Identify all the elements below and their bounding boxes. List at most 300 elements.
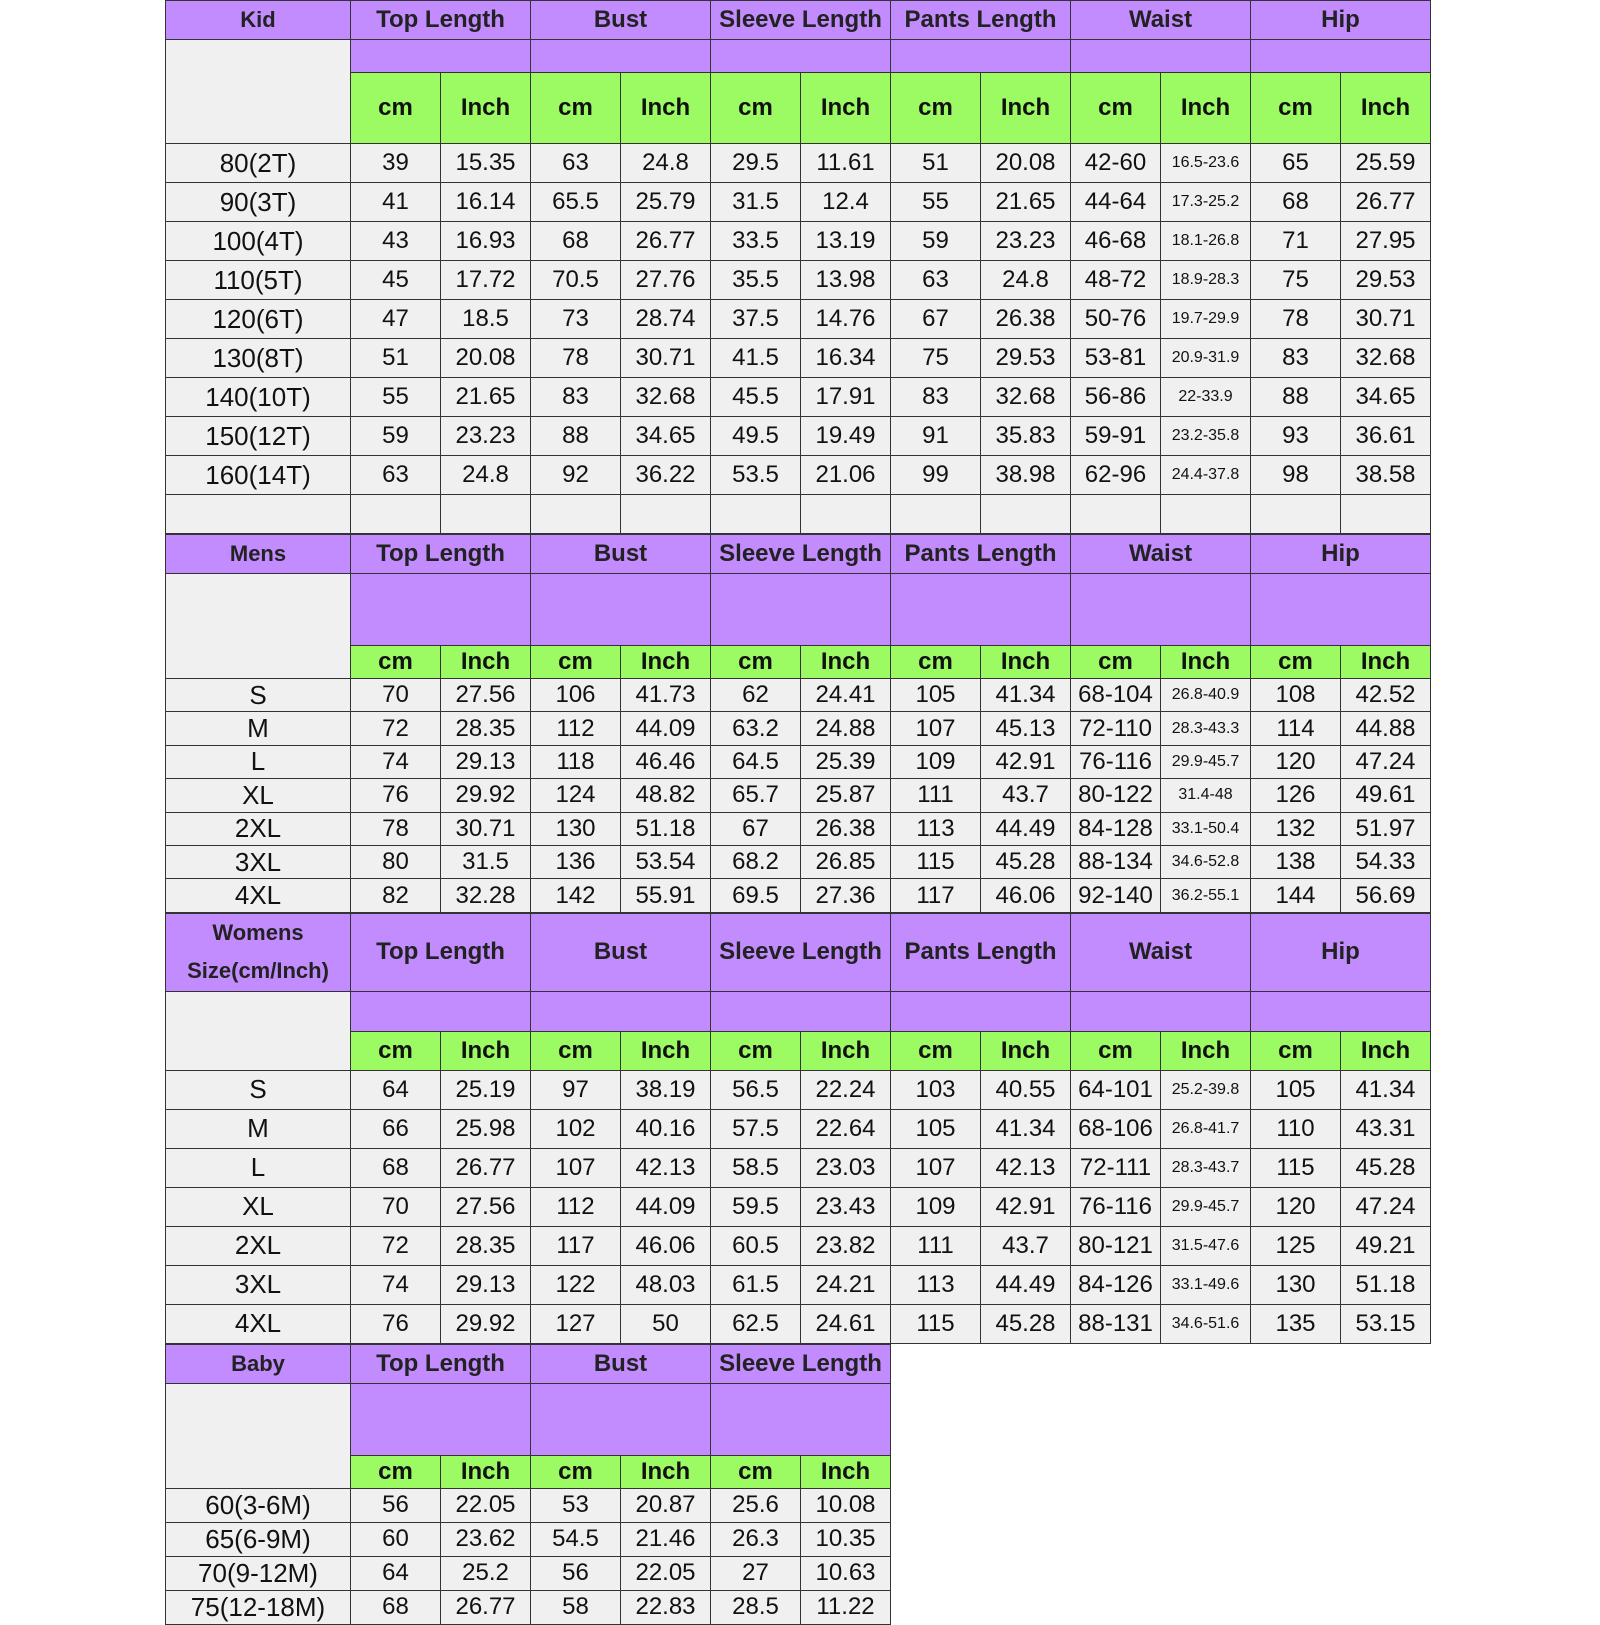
unit-label: Inch [801, 1031, 891, 1070]
size-value: 24.21 [801, 1265, 891, 1304]
size-value: 24.8 [441, 456, 531, 495]
size-value: 10.63 [801, 1556, 891, 1590]
size-value: 20.9-31.9 [1161, 339, 1251, 378]
column-group-header: Top Length [351, 1, 531, 40]
size-value: 88-131 [1071, 1304, 1161, 1343]
size-value: 10.35 [801, 1522, 891, 1556]
header-spacer-cell [531, 1383, 711, 1455]
unit-row [166, 1031, 1431, 1070]
column-group-header: Sleeve Length [711, 913, 891, 991]
unit-label: Inch [981, 646, 1071, 679]
size-value: 135 [1251, 1304, 1341, 1343]
size-value: 18.1-26.8 [1161, 222, 1251, 261]
unit-label: cm [351, 1031, 441, 1070]
size-value: 43.7 [981, 1226, 1071, 1265]
size-value: 107 [531, 1148, 621, 1187]
size-value: 26.8-40.9 [1161, 679, 1251, 712]
size-value: 51.18 [621, 812, 711, 845]
header-row [166, 1, 1431, 40]
size-value: 107 [891, 1148, 981, 1187]
column-group-header: Top Length [351, 1344, 531, 1383]
size-value: 80-122 [1071, 779, 1161, 812]
size-value: 28.5 [711, 1590, 801, 1624]
size-value: 42-60 [1071, 144, 1161, 183]
unit-label: Inch [1161, 1031, 1251, 1070]
size-value: 43.31 [1341, 1109, 1431, 1148]
unit-label: Inch [981, 1031, 1071, 1070]
column-group-header: Pants Length [891, 535, 1071, 574]
size-value: 37.5 [711, 300, 801, 339]
size-value: 130 [1251, 1265, 1341, 1304]
size-value: 18.9-28.3 [1161, 261, 1251, 300]
unit-label: cm [711, 1031, 801, 1070]
size-value: 16.5-23.6 [1161, 144, 1251, 183]
size-value: 58.5 [711, 1148, 801, 1187]
size-value: 12.4 [801, 183, 891, 222]
size-value: 18.5 [441, 300, 531, 339]
size-value: 36.2-55.1 [1161, 879, 1251, 912]
size-value: 31.5-47.6 [1161, 1226, 1251, 1265]
size-value: 130 [531, 812, 621, 845]
size-label: 3XL [166, 1265, 351, 1304]
size-value: 15.35 [441, 144, 531, 183]
table-row [166, 1488, 891, 1522]
size-value: 25.59 [1341, 144, 1431, 183]
size-value: 60.5 [711, 1226, 801, 1265]
unit-label: Inch [801, 646, 891, 679]
size-value: 56 [531, 1556, 621, 1590]
size-value: 80-121 [1071, 1226, 1161, 1265]
size-value: 47.24 [1341, 745, 1431, 778]
column-group-header: Top Length [351, 535, 531, 574]
unit-label: Inch [1341, 646, 1431, 679]
size-value: 47.24 [1341, 1187, 1431, 1226]
size-value: 29.5 [711, 144, 801, 183]
column-group-header: Sleeve Length [711, 1344, 891, 1383]
size-value: 23.82 [801, 1226, 891, 1265]
table-row [166, 456, 1431, 495]
size-value: 10.08 [801, 1488, 891, 1522]
size-value: 20.87 [621, 1488, 711, 1522]
table-row [166, 679, 1431, 712]
size-label: 160(14T) [166, 456, 351, 495]
unit-label: Inch [621, 73, 711, 144]
size-value: 25.19 [441, 1070, 531, 1109]
size-value: 75 [891, 339, 981, 378]
size-value: 118 [531, 745, 621, 778]
size-value: 28.74 [621, 300, 711, 339]
size-value: 55.91 [621, 879, 711, 912]
size-value: 103 [891, 1070, 981, 1109]
size-value: 22.05 [621, 1556, 711, 1590]
unit-label: cm [351, 646, 441, 679]
size-value: 26.8-41.7 [1161, 1109, 1251, 1148]
size-value: 68 [1251, 183, 1341, 222]
size-value: 29.9-45.7 [1161, 1187, 1251, 1226]
size-value: 38.98 [981, 456, 1071, 495]
size-value: 62.5 [711, 1304, 801, 1343]
unit-label: Inch [1341, 73, 1431, 144]
size-value: 64-101 [1071, 1070, 1161, 1109]
size-value: 111 [891, 779, 981, 812]
size-value: 13.19 [801, 222, 891, 261]
size-value: 25.6 [711, 1488, 801, 1522]
size-value: 136 [531, 845, 621, 878]
empty-cell [441, 495, 531, 534]
size-value: 83 [1251, 339, 1341, 378]
size-value: 105 [891, 679, 981, 712]
size-label: M [166, 712, 351, 745]
size-label: L [166, 745, 351, 778]
size-value: 51 [351, 339, 441, 378]
unit-label: Inch [621, 646, 711, 679]
size-value: 26.77 [441, 1590, 531, 1624]
size-value: 78 [351, 812, 441, 845]
table-row [166, 417, 1431, 456]
size-value: 21.46 [621, 1522, 711, 1556]
size-value: 115 [1251, 1148, 1341, 1187]
header-spacer-cell [711, 991, 891, 1031]
unit-label: cm [531, 646, 621, 679]
label-spacer-cell [166, 1383, 351, 1488]
size-value: 63.2 [711, 712, 801, 745]
size-value: 48.82 [621, 779, 711, 812]
size-value: 30.71 [621, 339, 711, 378]
table-row [166, 300, 1431, 339]
size-value: 38.58 [1341, 456, 1431, 495]
size-value: 23.03 [801, 1148, 891, 1187]
size-value: 99 [891, 456, 981, 495]
size-value: 56 [351, 1488, 441, 1522]
size-value: 20.08 [981, 144, 1071, 183]
size-label: 80(2T) [166, 144, 351, 183]
size-value: 56.5 [711, 1070, 801, 1109]
size-value: 105 [1251, 1070, 1341, 1109]
empty-cell [531, 495, 621, 534]
spacer-row [166, 574, 1431, 646]
size-value: 31.5 [711, 183, 801, 222]
size-value: 20.08 [441, 339, 531, 378]
size-value: 117 [531, 1226, 621, 1265]
size-value: 138 [1251, 845, 1341, 878]
size-value: 62-96 [1071, 456, 1161, 495]
size-value: 76-116 [1071, 745, 1161, 778]
size-label: 150(12T) [166, 417, 351, 456]
size-value: 54.5 [531, 1522, 621, 1556]
empty-cell [1251, 495, 1341, 534]
size-value: 84-126 [1071, 1265, 1161, 1304]
header-row [166, 535, 1431, 574]
size-value: 111 [891, 1226, 981, 1265]
size-value: 22.83 [621, 1590, 711, 1624]
size-value: 78 [1251, 300, 1341, 339]
unit-label: Inch [441, 1455, 531, 1488]
size-label: 3XL [166, 845, 351, 878]
size-value: 46-68 [1071, 222, 1161, 261]
size-value: 73 [531, 300, 621, 339]
size-value: 44-64 [1071, 183, 1161, 222]
size-label: S [166, 679, 351, 712]
unit-label: cm [711, 73, 801, 144]
header-spacer-cell [531, 991, 711, 1031]
size-value: 51.97 [1341, 812, 1431, 845]
size-value: 45.13 [981, 712, 1071, 745]
size-chart [165, 0, 1431, 1625]
unit-label: cm [351, 73, 441, 144]
size-label: 2XL [166, 1226, 351, 1265]
header-spacer-cell [531, 40, 711, 73]
size-label: 130(8T) [166, 339, 351, 378]
size-value: 29.92 [441, 779, 531, 812]
column-group-header: Bust [531, 1, 711, 40]
size-value: 40.16 [621, 1109, 711, 1148]
size-value: 117 [891, 879, 981, 912]
size-value: 64.5 [711, 745, 801, 778]
label-spacer-cell [166, 574, 351, 679]
size-value: 68 [351, 1148, 441, 1187]
size-value: 24.41 [801, 679, 891, 712]
size-value: 91 [891, 417, 981, 456]
size-value: 112 [531, 1187, 621, 1226]
size-label: 110(5T) [166, 261, 351, 300]
size-value: 46.46 [621, 745, 711, 778]
table-row [166, 1070, 1431, 1109]
size-value: 59 [351, 417, 441, 456]
size-value: 126 [1251, 779, 1341, 812]
size-value: 63 [531, 144, 621, 183]
size-value: 115 [891, 845, 981, 878]
size-value: 68-106 [1071, 1109, 1161, 1148]
table-row [166, 1265, 1431, 1304]
size-value: 64 [351, 1070, 441, 1109]
size-value: 76-116 [1071, 1187, 1161, 1226]
column-group-header: Pants Length [891, 1, 1071, 40]
header-row [166, 913, 1431, 991]
size-value: 92-140 [1071, 879, 1161, 912]
size-value: 13.98 [801, 261, 891, 300]
label-spacer-cell [166, 40, 351, 144]
column-group-header: Sleeve Length [711, 1, 891, 40]
size-value: 59.5 [711, 1187, 801, 1226]
size-value: 71 [1251, 222, 1341, 261]
size-value: 31.5 [441, 845, 531, 878]
size-value: 29.92 [441, 1304, 531, 1343]
unit-row [166, 646, 1431, 679]
size-value: 69.5 [711, 879, 801, 912]
size-value: 44.09 [621, 1187, 711, 1226]
empty-cell [621, 495, 711, 534]
size-value: 16.14 [441, 183, 531, 222]
size-value: 26.3 [711, 1522, 801, 1556]
size-value: 50-76 [1071, 300, 1161, 339]
size-value: 11.61 [801, 144, 891, 183]
column-group-header: Top Length [351, 913, 531, 991]
size-value: 56.69 [1341, 879, 1431, 912]
size-value: 142 [531, 879, 621, 912]
size-value: 68.2 [711, 845, 801, 878]
size-value: 84-128 [1071, 812, 1161, 845]
size-value: 40.55 [981, 1070, 1071, 1109]
size-value: 107 [891, 712, 981, 745]
unit-label: cm [1071, 1031, 1161, 1070]
size-value: 45.28 [981, 845, 1071, 878]
empty-cell [166, 495, 351, 534]
size-label: 90(3T) [166, 183, 351, 222]
size-value: 65.5 [531, 183, 621, 222]
size-value: 88 [1251, 378, 1341, 417]
unit-label: Inch [801, 73, 891, 144]
size-value: 35.5 [711, 261, 801, 300]
size-value: 26.85 [801, 845, 891, 878]
size-value: 45.28 [981, 1304, 1071, 1343]
spacer-row [166, 40, 1431, 73]
size-value: 34.65 [621, 417, 711, 456]
table-row [166, 1187, 1431, 1226]
header-spacer-cell [351, 1383, 531, 1455]
empty-cell [351, 495, 441, 534]
column-group-header: Waist [1071, 913, 1251, 991]
size-value: 72-111 [1071, 1148, 1161, 1187]
size-value: 132 [1251, 812, 1341, 845]
size-value: 61.5 [711, 1265, 801, 1304]
size-value: 26.77 [441, 1148, 531, 1187]
unit-label: Inch [1341, 1031, 1431, 1070]
empty-cell [1341, 495, 1431, 534]
size-value: 27.95 [1341, 222, 1431, 261]
size-value: 92 [531, 456, 621, 495]
spacer-row [166, 991, 1431, 1031]
size-value: 26.77 [1341, 183, 1431, 222]
size-value: 28.3-43.7 [1161, 1148, 1251, 1187]
size-value: 120 [1251, 745, 1341, 778]
column-group-header: Hip [1251, 913, 1431, 991]
header-spacer-cell [1071, 991, 1251, 1031]
table-row [166, 378, 1431, 417]
size-value: 25.2 [441, 1556, 531, 1590]
size-value: 43 [351, 222, 441, 261]
size-value: 55 [351, 378, 441, 417]
size-value: 67 [891, 300, 981, 339]
size-value: 23.62 [441, 1522, 531, 1556]
column-group-header: Bust [531, 535, 711, 574]
size-value: 26.38 [801, 812, 891, 845]
size-value: 41.73 [621, 679, 711, 712]
header-spacer-cell [351, 991, 531, 1031]
size-value: 25.87 [801, 779, 891, 812]
unit-label: Inch [441, 646, 531, 679]
size-value: 53.5 [711, 456, 801, 495]
size-value: 34.6-52.8 [1161, 845, 1251, 878]
size-value: 30.71 [441, 812, 531, 845]
size-value: 127 [531, 1304, 621, 1343]
size-value: 98 [1251, 456, 1341, 495]
unit-label: cm [1251, 1031, 1341, 1070]
size-label: 120(6T) [166, 300, 351, 339]
size-value: 102 [531, 1109, 621, 1148]
unit-label: Inch [621, 1031, 711, 1070]
unit-label: cm [711, 646, 801, 679]
unit-label: cm [531, 73, 621, 144]
size-value: 68 [531, 222, 621, 261]
size-value: 19.7-29.9 [1161, 300, 1251, 339]
header-spacer-cell [1251, 991, 1431, 1031]
size-value: 66 [351, 1109, 441, 1148]
size-value: 19.49 [801, 417, 891, 456]
size-value: 112 [531, 712, 621, 745]
section-title: Baby [166, 1344, 351, 1383]
header-spacer-cell [711, 1383, 891, 1455]
size-value: 41.34 [1341, 1070, 1431, 1109]
size-value: 25.98 [441, 1109, 531, 1148]
table-row [166, 812, 1431, 845]
column-group-header: Sleeve Length [711, 535, 891, 574]
table-row [166, 779, 1431, 812]
size-value: 45 [351, 261, 441, 300]
size-value: 144 [1251, 879, 1341, 912]
size-value: 45.5 [711, 378, 801, 417]
size-value: 83 [531, 378, 621, 417]
size-value: 55 [891, 183, 981, 222]
size-value: 23.2-35.8 [1161, 417, 1251, 456]
size-value: 49.5 [711, 417, 801, 456]
size-value: 49.61 [1341, 779, 1431, 812]
size-value: 70 [351, 679, 441, 712]
size-value: 44.88 [1341, 712, 1431, 745]
size-value: 50 [621, 1304, 711, 1343]
size-value: 72-110 [1071, 712, 1161, 745]
size-value: 23.43 [801, 1187, 891, 1226]
size-value: 25.79 [621, 183, 711, 222]
size-value: 48.03 [621, 1265, 711, 1304]
size-value: 54.33 [1341, 845, 1431, 878]
size-value: 78 [531, 339, 621, 378]
size-value: 32.68 [981, 378, 1071, 417]
size-value: 51.18 [1341, 1265, 1431, 1304]
size-value: 62 [711, 679, 801, 712]
size-value: 46.06 [621, 1226, 711, 1265]
size-value: 24.88 [801, 712, 891, 745]
unit-label: cm [891, 1031, 981, 1070]
size-value: 106 [531, 679, 621, 712]
size-value: 114 [1251, 712, 1341, 745]
header-spacer-cell [1251, 574, 1431, 646]
size-value: 48-72 [1071, 261, 1161, 300]
size-value: 28.35 [441, 1226, 531, 1265]
size-value: 14.76 [801, 300, 891, 339]
size-value: 29.53 [1341, 261, 1431, 300]
header-spacer-cell [891, 991, 1071, 1031]
header-row [166, 1344, 891, 1383]
size-value: 21.65 [981, 183, 1071, 222]
column-group-header: Hip [1251, 535, 1431, 574]
size-value: 93 [1251, 417, 1341, 456]
size-value: 34.65 [1341, 378, 1431, 417]
size-value: 47 [351, 300, 441, 339]
unit-label: Inch [621, 1455, 711, 1488]
header-spacer-cell [351, 40, 531, 73]
size-value: 74 [351, 745, 441, 778]
unit-label: cm [891, 73, 981, 144]
size-value: 83 [891, 378, 981, 417]
size-value: 42.52 [1341, 679, 1431, 712]
size-value: 80 [351, 845, 441, 878]
size-value: 51 [891, 144, 981, 183]
size-value: 26.77 [621, 222, 711, 261]
size-value: 70.5 [531, 261, 621, 300]
size-value: 59 [891, 222, 981, 261]
size-label: 70(9-12M) [166, 1556, 351, 1590]
size-value: 75 [1251, 261, 1341, 300]
